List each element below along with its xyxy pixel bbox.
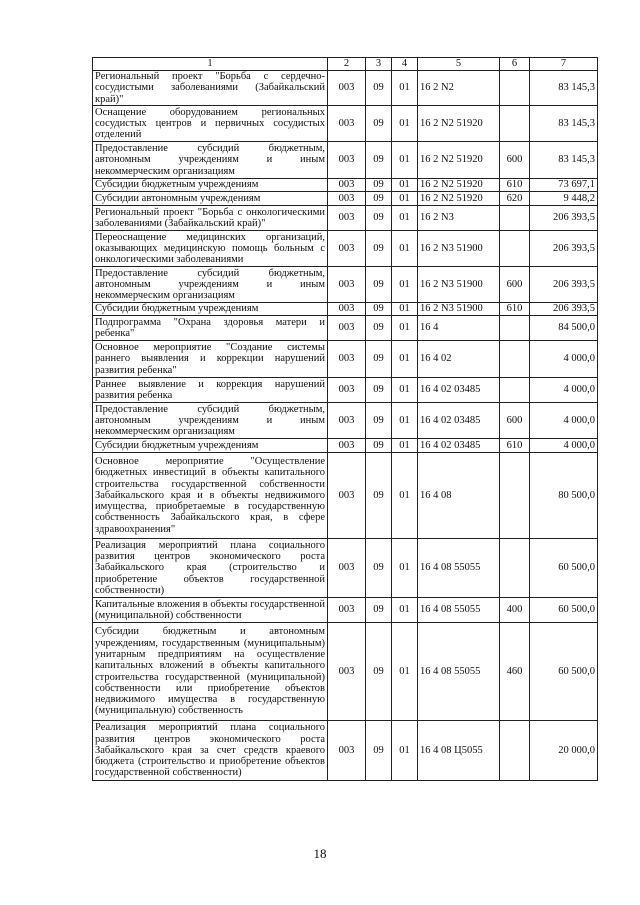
row-name: Региональный проект "Борьба с онкологическими заболеваниями (Забайкальский край)" xyxy=(93,206,328,231)
row-subsection-code: 01 xyxy=(392,192,418,206)
row-section-code: 09 xyxy=(366,231,392,267)
row-subsection-code: 01 xyxy=(392,179,418,192)
row-section-code: 09 xyxy=(366,341,392,378)
table-row xyxy=(93,267,598,303)
row-grbs-code: 003 xyxy=(328,316,366,341)
row-target-article: 16 4 02 03485 xyxy=(418,403,500,439)
row-target-article: 16 2 N2 51920 xyxy=(418,192,500,206)
row-expense-type xyxy=(500,539,530,598)
row-expense-type xyxy=(500,106,530,142)
row-name: Капитальные вложения в объекты государственной (муниципальной) собственности xyxy=(93,598,328,623)
row-section-code: 09 xyxy=(366,192,392,206)
row-subsection-code: 01 xyxy=(392,206,418,231)
table-row xyxy=(93,206,598,231)
table-row xyxy=(93,231,598,267)
row-grbs-code: 003 xyxy=(328,341,366,378)
row-amount: 206 393,5 xyxy=(530,231,598,267)
row-target-article: 16 2 N2 xyxy=(418,71,500,106)
row-amount: 4 000,0 xyxy=(530,439,598,453)
row-target-article: 16 4 08 55055 xyxy=(418,598,500,623)
row-target-article: 16 2 N2 51920 xyxy=(418,179,500,192)
row-expense-type xyxy=(500,721,530,781)
row-expense-type: 610 xyxy=(500,179,530,192)
row-amount: 20 000,0 xyxy=(530,721,598,781)
row-expense-type: 600 xyxy=(500,403,530,439)
row-name: Региональный проект "Борьба с сердечно-сосудистыми заболеваниями (Забайкальский край)" xyxy=(93,71,328,106)
row-expense-type: 610 xyxy=(500,439,530,453)
table-row xyxy=(93,192,598,206)
row-target-article: 16 2 N3 51900 xyxy=(418,231,500,267)
row-grbs-code: 003 xyxy=(328,267,366,303)
row-expense-type xyxy=(500,316,530,341)
table-row xyxy=(93,341,598,378)
row-section-code: 09 xyxy=(366,539,392,598)
col-header-expense-type: 6 xyxy=(500,58,530,71)
row-subsection-code: 01 xyxy=(392,439,418,453)
row-subsection-code: 01 xyxy=(392,598,418,623)
row-grbs-code: 003 xyxy=(328,439,366,453)
row-grbs-code: 003 xyxy=(328,598,366,623)
table-row xyxy=(93,179,598,192)
table-row xyxy=(93,539,598,598)
row-target-article: 16 4 08 xyxy=(418,453,500,539)
row-target-article: 16 4 02 xyxy=(418,341,500,378)
row-subsection-code: 01 xyxy=(392,341,418,378)
row-subsection-code: 01 xyxy=(392,142,418,179)
row-grbs-code: 003 xyxy=(328,303,366,316)
row-amount: 83 145,3 xyxy=(530,106,598,142)
row-amount: 206 393,5 xyxy=(530,267,598,303)
row-name: Основное мероприятие "Создание системы раннего выявления и коррекции нарушений развития ребенка" xyxy=(93,341,328,378)
row-grbs-code: 003 xyxy=(328,403,366,439)
row-name: Раннее выявление и коррекция нарушений развития ребенка xyxy=(93,378,328,403)
row-name: Основное мероприятие "Осуществление бюджетных инвестиций в объекты капитального строительства государственной собственности Забайкальского края и в объекты недвижимого имущества, приобретаемые в государственную собственность Забайкальского края, в сфере здравоохранения" xyxy=(93,453,328,539)
row-name: Субсидии бюджетным учреждениям xyxy=(93,303,328,316)
row-target-article: 16 4 02 03485 xyxy=(418,378,500,403)
row-amount: 9 448,2 xyxy=(530,192,598,206)
row-subsection-code: 01 xyxy=(392,721,418,781)
row-grbs-code: 003 xyxy=(328,721,366,781)
row-subsection-code: 01 xyxy=(392,231,418,267)
row-expense-type: 460 xyxy=(500,623,530,721)
table-row xyxy=(93,439,598,453)
row-target-article: 16 4 xyxy=(418,316,500,341)
row-grbs-code: 003 xyxy=(328,231,366,267)
row-grbs-code: 003 xyxy=(328,71,366,106)
row-section-code: 09 xyxy=(366,378,392,403)
row-expense-type: 600 xyxy=(500,267,530,303)
row-target-article: 16 4 08 Ц5055 xyxy=(418,721,500,781)
col-header-name: 1 xyxy=(93,58,328,71)
row-target-article: 16 2 N2 51920 xyxy=(418,142,500,179)
row-subsection-code: 01 xyxy=(392,539,418,598)
row-amount: 84 500,0 xyxy=(530,316,598,341)
row-name: Оснащение оборудованием региональных сосудистых центров и первичных сосудистых отделений xyxy=(93,106,328,142)
row-amount: 80 500,0 xyxy=(530,453,598,539)
row-amount: 206 393,5 xyxy=(530,206,598,231)
row-section-code: 09 xyxy=(366,316,392,341)
page-number: 18 xyxy=(313,846,327,861)
row-name: Подпрограмма "Охрана здоровья матери и ребенка" xyxy=(93,316,328,341)
row-amount: 60 500,0 xyxy=(530,623,598,721)
row-grbs-code: 003 xyxy=(328,539,366,598)
row-name: Реализация мероприятий плана социального развития центров экономического роста Забайкальского края (строительство и приобретение объектов государственной собственности) xyxy=(93,539,328,598)
row-target-article: 16 4 08 55055 xyxy=(418,623,500,721)
row-section-code: 09 xyxy=(366,106,392,142)
row-name: Субсидии бюджетным учреждениям xyxy=(93,439,328,453)
table-row xyxy=(93,598,598,623)
table-row xyxy=(93,403,598,439)
row-expense-type xyxy=(500,231,530,267)
row-expense-type: 610 xyxy=(500,303,530,316)
table-row xyxy=(93,623,598,721)
row-name: Предоставление субсидий бюджетным, автономным учреждениям и иным некоммерческим организациям xyxy=(93,142,328,179)
row-grbs-code: 003 xyxy=(328,453,366,539)
row-grbs-code: 003 xyxy=(328,106,366,142)
row-section-code: 09 xyxy=(366,403,392,439)
row-subsection-code: 01 xyxy=(392,267,418,303)
table-header-row xyxy=(93,58,598,71)
row-amount: 73 697,1 xyxy=(530,179,598,192)
row-expense-type: 400 xyxy=(500,598,530,623)
row-name: Субсидии автономным учреждениям xyxy=(93,192,328,206)
row-expense-type: 600 xyxy=(500,142,530,179)
row-section-code: 09 xyxy=(366,179,392,192)
table-row xyxy=(93,316,598,341)
col-header-section: 3 xyxy=(366,58,392,71)
row-amount: 83 145,3 xyxy=(530,142,598,179)
table-row xyxy=(93,142,598,179)
row-target-article: 16 2 N3 xyxy=(418,206,500,231)
budget-table xyxy=(92,57,598,781)
row-subsection-code: 01 xyxy=(392,71,418,106)
row-grbs-code: 003 xyxy=(328,623,366,721)
row-expense-type: 620 xyxy=(500,192,530,206)
row-amount: 83 145,3 xyxy=(530,71,598,106)
row-grbs-code: 003 xyxy=(328,142,366,179)
table-row xyxy=(93,106,598,142)
row-subsection-code: 01 xyxy=(392,403,418,439)
row-expense-type xyxy=(500,378,530,403)
row-amount: 60 500,0 xyxy=(530,539,598,598)
row-name: Реализация мероприятий плана социального развития центров экономического роста Забайкальского края за счет средств краевого бюджета (строительство и приобретение объектов государственной собственности) xyxy=(93,721,328,781)
row-amount: 60 500,0 xyxy=(530,598,598,623)
row-name: Переоснащение медицинских организаций, оказывающих медицинскую помощь больным с онкологическими заболеваниями xyxy=(93,231,328,267)
row-amount: 206 393,5 xyxy=(530,303,598,316)
row-section-code: 09 xyxy=(366,142,392,179)
col-header-amount: 7 xyxy=(530,58,598,71)
row-subsection-code: 01 xyxy=(392,316,418,341)
table-body xyxy=(93,71,598,781)
row-name: Предоставление субсидий бюджетным, автономным учреждениям и иным некоммерческим организациям xyxy=(93,267,328,303)
row-amount: 4 000,0 xyxy=(530,341,598,378)
row-name: Субсидии бюджетным учреждениям xyxy=(93,179,328,192)
col-header-grbs: 2 xyxy=(328,58,366,71)
row-grbs-code: 003 xyxy=(328,192,366,206)
row-section-code: 09 xyxy=(366,439,392,453)
row-section-code: 09 xyxy=(366,303,392,316)
row-target-article: 16 2 N3 51900 xyxy=(418,267,500,303)
row-section-code: 09 xyxy=(366,206,392,231)
row-expense-type xyxy=(500,71,530,106)
row-section-code: 09 xyxy=(366,721,392,781)
table-row xyxy=(93,71,598,106)
row-target-article: 16 2 N2 51920 xyxy=(418,106,500,142)
row-expense-type xyxy=(500,453,530,539)
row-amount: 4 000,0 xyxy=(530,403,598,439)
row-subsection-code: 01 xyxy=(392,453,418,539)
row-expense-type xyxy=(500,341,530,378)
row-name: Предоставление субсидий бюджетным, автономным учреждениям и иным некоммерческим организациям xyxy=(93,403,328,439)
row-grbs-code: 003 xyxy=(328,378,366,403)
row-subsection-code: 01 xyxy=(392,623,418,721)
row-expense-type xyxy=(500,206,530,231)
table-row xyxy=(93,721,598,781)
row-grbs-code: 003 xyxy=(328,206,366,231)
row-grbs-code: 003 xyxy=(328,179,366,192)
table-row xyxy=(93,453,598,539)
row-subsection-code: 01 xyxy=(392,378,418,403)
col-header-subsection: 4 xyxy=(392,58,418,71)
row-section-code: 09 xyxy=(366,71,392,106)
table-row xyxy=(93,303,598,316)
row-target-article: 16 4 08 55055 xyxy=(418,539,500,598)
row-section-code: 09 xyxy=(366,623,392,721)
row-target-article: 16 4 02 03485 xyxy=(418,439,500,453)
row-target-article: 16 2 N3 51900 xyxy=(418,303,500,316)
row-section-code: 09 xyxy=(366,267,392,303)
row-section-code: 09 xyxy=(366,598,392,623)
row-section-code: 09 xyxy=(366,453,392,539)
row-name: Субсидии бюджетным и автономным учреждениям, государственным (муниципальным) унитарным предприятиям на осуществление капитальных вложений в объекты капитального строительства государственной (муниципальной) собственности или приобретение объектов недвижимого имущества в государственную (муниципальную) собственность xyxy=(93,623,328,721)
row-subsection-code: 01 xyxy=(392,106,418,142)
table-row xyxy=(93,378,598,403)
row-amount: 4 000,0 xyxy=(530,378,598,403)
col-header-target-article: 5 xyxy=(418,58,500,71)
row-subsection-code: 01 xyxy=(392,303,418,316)
